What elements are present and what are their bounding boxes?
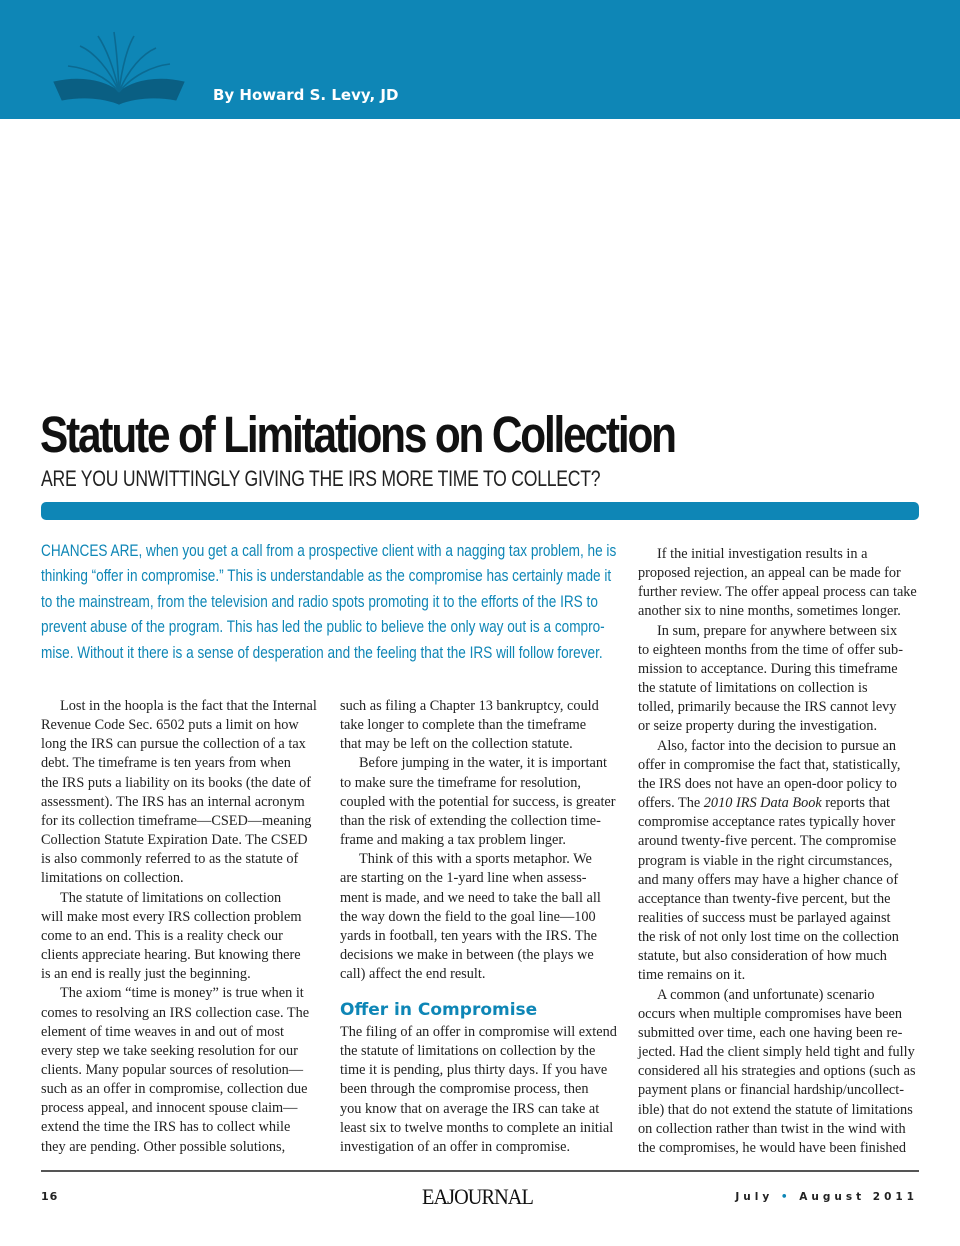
text-line: the way down the field to the goal line—100 [340,908,596,925]
text-line: the statute of limitations on collection by the [340,1043,596,1060]
text-line: payment plans or financial hardship/uncollect- [638,1082,904,1099]
text-line: Before jumping in the water, it is important [359,755,607,772]
column-2-text [340,697,622,984]
column-1-text [41,697,321,1157]
text-line: ment is made, and we need to take the ball all [340,889,601,906]
text-line: If the initial investigation results in a [657,546,868,562]
text-line: or seize property during the investigation. [638,718,878,735]
text-line: the IRS puts a liability on its books (the date of [41,774,312,791]
text-line: The filing of an offer in compromise will extend [340,1024,617,1040]
text-line: than the risk of extending the collection time- [340,812,601,829]
text-line: Revenue Code Sec. 6502 puts a limit on how [41,717,299,734]
text-line: such as filing a Chapter 13 bankruptcy, could [340,698,599,714]
byline: By Howard S. Levy, JD [213,86,399,104]
text-line: time remains on it. [638,967,746,984]
text-line: jected. Had the client simply held tight and fully [638,1044,915,1061]
column-3-text [638,545,920,1158]
text-line: mise. Without it there is a sense of desperation and the feeling that the IRS will follow forever. [41,642,603,662]
text-line: such as an offer in compromise, collection due [41,1081,308,1098]
text-line: coupled with the potential for success, is greater [340,793,616,810]
text-line: extend the time the IRS has to collect while [41,1119,291,1136]
footer-rule [41,1170,919,1172]
text-line: the compromises, he would have been finished [638,1139,906,1156]
issue-date [735,1191,918,1203]
text-line: acceptance than twenty-five percent, but the [638,890,891,907]
text-line: call) affect the end result. [340,966,486,983]
text-line: yards in football, ten years with the IRS. The [340,927,598,944]
text-line: is also commonly referred to as the statute of [41,851,299,868]
article-subtitle: ARE YOU UNWITTINGLY GIVING THE IRS MORE TIME TO COLLECT? [41,466,601,491]
text-line: to the mainstream, from the television and radio spots promoting it to the efforts of the IRS to [41,591,598,611]
text-line: is an end is really just the beginning. [41,966,251,983]
text-line: frame and making a tax problem linger. [340,832,566,849]
text-line: around twenty-five percent. The compromise [638,833,897,850]
text-line: occurs when multiple compromises have been [638,1005,903,1022]
text-line: another six to nine months, sometimes longer. [638,603,901,620]
lead-paragraph [41,538,617,665]
text-line: mission to acceptance. During this timeframe [638,660,898,677]
text-line: assessment). The IRS has an internal acronym [41,793,305,810]
journal-logo: EAJOURNAL [422,1184,533,1209]
text-line: the IRS does not have an open-door policy to [638,775,897,792]
text-line: ible) that do not extend the statute of limitations [638,1101,913,1118]
text-line: proposed rejection, an appeal can be made for [638,565,901,582]
text-line: limitations on collection. [41,870,184,887]
page-number: 16 [41,1190,59,1203]
text-line: statute, but also consideration of how much [638,948,887,965]
text-line: and many offers may have a higher chance of [638,871,899,888]
text-line: the risk of not only lost time on the collection [638,929,899,946]
text-line: Think of this with a sports metaphor. We [359,851,592,868]
text-line: The statute of limitations on collection [60,889,282,906]
issue-year: 2011 [872,1191,918,1203]
text-line: long the IRS can pursue the collection of a tax [41,736,306,753]
text-line: every step we take seeking resolution for our [41,1042,298,1059]
header-band [0,0,960,119]
text-line: debt. The timeframe is ten years from when [41,755,291,772]
text-line: element of time weaves in and out of most [41,1023,284,1040]
text-line: for its collection timeframe—CSED—meaning [41,812,312,829]
text-line: submitted over time, each one having been re- [638,1024,903,1041]
text-line: will make most every IRS collection problem [41,908,302,925]
text-line: are starting on the 1-yard line when assess- [340,870,587,887]
text-line: time it is pending, plus thirty days. If you have [340,1062,608,1079]
text-line: thinking “offer in compromise.” This is understandable as the compromise has certainly made it [41,566,612,586]
open-book-icon [44,30,194,108]
column-2-section-text [340,1023,622,1157]
text-line: compromise acceptance rates typically hover [638,814,896,831]
text-line: comes to resolving an IRS collection case. The [41,1004,310,1021]
text-line: A common (and unfortunate) scenario [657,986,875,1003]
text-line: least six to twelve months to complete an initial [340,1119,614,1136]
text-line: clients. Many popular sources of resolution— [41,1061,304,1078]
text-line: Collection Statute Expiration Date. The CSED [41,832,308,849]
text-line: been through the compromise process, then [340,1081,589,1098]
text-line: you know that on average the IRS can take at [340,1100,600,1117]
text-line: decisions we make in between (the plays we [340,947,594,964]
issue-month-1: July [735,1191,774,1203]
text-line: clients appreciate hearing. But knowing there [41,947,301,964]
text-line: considered all his strategies and options (such as [638,1063,916,1080]
text-line: further review. The offer appeal process can take [638,584,917,601]
text-line: The axiom “time is money” is true when it [60,985,304,1002]
text-line: that may be left on the collection statute. [340,736,573,753]
text-line: realities of success must be parlayed against [638,909,891,926]
text-line: process appeal, and innocent spouse claim— [41,1100,298,1117]
text-line: prevent abuse of the program. This has led the public to believe the only way out is a compro- [41,617,605,637]
text-line: on collection rather than twist in the wind with [638,1120,906,1137]
text-line: offer in compromise the fact that, statistically, [638,756,901,773]
text-line: to make sure the timeframe for resolution, [340,774,581,791]
text-line: take longer to complete than the timeframe [340,717,587,734]
section-heading: Offer in Compromise [340,1000,538,1020]
text-line: tolled, primarily because the IRS cannot levy [638,699,897,716]
issue-month-2: August [799,1191,866,1203]
text-line: the statute of limitations on collection is [638,680,868,697]
title-divider-bar [41,502,919,520]
text-line: program is viable in the right circumstances, [638,852,893,869]
text-line: investigation of an offer in compromise. [340,1138,571,1155]
text-line: CHANCES ARE, when you get a call from a prospective client with a nagging tax problem, he is [41,541,617,560]
text-line: Also, factor into the decision to pursue an [657,737,897,754]
text-line: they are pending. Other possible solutions, [41,1138,286,1155]
issue-separator: • [780,1191,792,1203]
text-line: Lost in the hoopla is the fact that the Internal [60,698,317,714]
text-line: to eighteen months from the time of offer sub- [638,641,903,658]
article-title: Statute of Limitations on Collection [40,406,675,463]
text-line: In sum, prepare for anywhere between six [657,622,898,639]
text-line: come to an end. This is a reality check our [41,927,283,944]
text-line: offers. The 2010 IRS Data Book reports that [638,795,891,812]
